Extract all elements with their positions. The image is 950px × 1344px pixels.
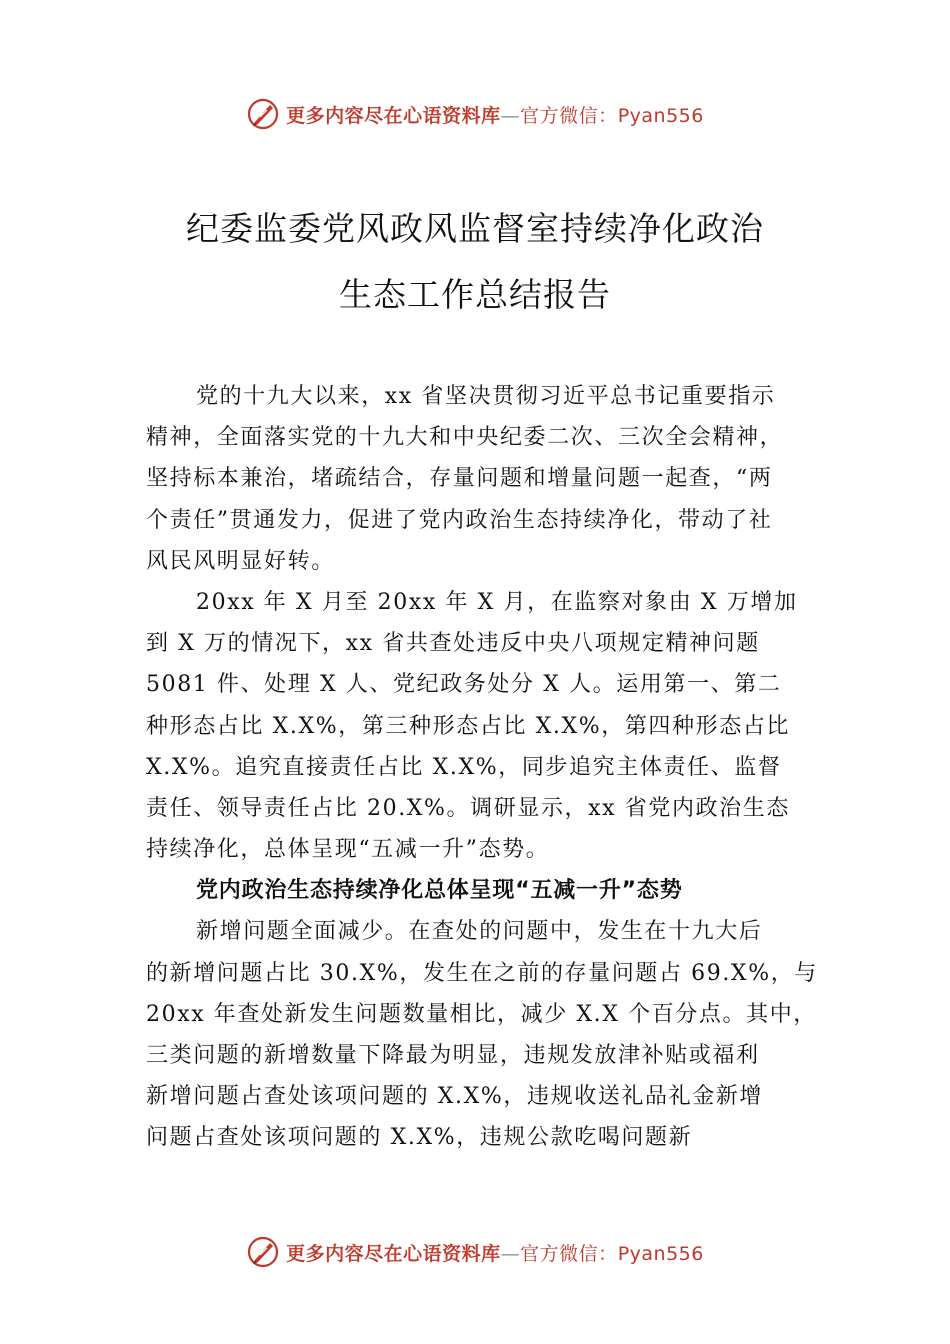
watermark-site: 更多内容尽在心语资料库 bbox=[286, 104, 501, 127]
paragraph-line: 三类问题的新增数量下降最为明显，违规发放津补贴或福利 bbox=[146, 1043, 760, 1068]
paragraph-line: X.X%。追究直接责任占比 X.X%，同步追究主体责任、监督 bbox=[146, 754, 782, 780]
header-watermark bbox=[0, 94, 950, 134]
paragraph-line: 新增问题全面减少。在查处的问题中，发生在十九大后 bbox=[196, 919, 763, 945]
paragraph-line: 的新增问题占比 30.X%，发生在之前的存量问题占 69.X%，与 bbox=[146, 960, 818, 986]
paragraph-line: 种形态占比 X.X%，第三种形态占比 X.X%，第四种形态占比 bbox=[146, 713, 791, 739]
paragraph-line: 个责任”贯通发力，促进了党内政治生态持续净化，带动了社 bbox=[146, 507, 773, 533]
watermark-wechat-label: 官方微信： bbox=[520, 104, 618, 127]
watermark-text bbox=[286, 101, 704, 128]
watermark-site: 更多内容尽在心语资料库 bbox=[286, 1242, 501, 1265]
paragraph-line: 责任、领导责任占比 20.X%。调研显示，xx 省党内政治生态 bbox=[146, 795, 790, 821]
paragraph-line: 问题占查处该项问题的 X.X%，违规公款吃喝问题新 bbox=[146, 1125, 693, 1151]
paragraph-line: 20xx 年查处新发生问题数量相比，减少 X.X 个百分点。其中， bbox=[146, 1001, 817, 1027]
document-title-line-2: 生态工作总结报告 bbox=[339, 275, 611, 314]
paragraph-line: 5081 件、处理 X 人、党纪政务处分 X 人。运用第一、第二 bbox=[146, 672, 782, 698]
paragraph-line: 精神，全面落实党的十九大和中央纪委二次、三次全会精神， bbox=[146, 425, 784, 451]
footer-watermark bbox=[0, 1232, 950, 1272]
section-heading: 党内政治生态持续净化总体呈现“五减一升”态势 bbox=[196, 878, 683, 904]
paragraph-line: 党的十九大以来，xx 省坚决贯彻习近平总书记重要指示 bbox=[196, 384, 776, 409]
paragraph-line: 风民风明显好转。 bbox=[146, 548, 335, 574]
watermark-separator: — bbox=[500, 1242, 521, 1265]
watermark-separator: — bbox=[500, 104, 521, 127]
quill-pen-logo-icon bbox=[246, 97, 280, 131]
document-body bbox=[146, 376, 836, 1159]
quill-pen-logo-icon bbox=[246, 1235, 280, 1269]
watermark-wechat-id: Pyan556 bbox=[617, 104, 704, 127]
paragraph-line: 新增问题占查处该项问题的 X.X%，违规收送礼品礼金新增 bbox=[146, 1084, 764, 1110]
paragraph-line: 20xx 年 X 月至 20xx 年 X 月，在监察对象由 X 万增加 bbox=[196, 589, 798, 615]
watermark-text bbox=[286, 1239, 704, 1266]
watermark-wechat-id: Pyan556 bbox=[617, 1242, 704, 1265]
paragraph-line: 坚持标本兼治，堵疏结合，存量问题和增量问题一起查，“两 bbox=[146, 466, 773, 492]
paragraph-line: 到 X 万的情况下，xx 省共查处违反中央八项规定精神问题 bbox=[146, 631, 760, 657]
watermark-wechat-label: 官方微信： bbox=[520, 1242, 618, 1265]
document-title-line-1: 纪委监委党风政风监督室持续净化政治 bbox=[186, 209, 764, 248]
paragraph-line: 持续净化，总体呈现“五减一升”态势。 bbox=[146, 837, 550, 863]
